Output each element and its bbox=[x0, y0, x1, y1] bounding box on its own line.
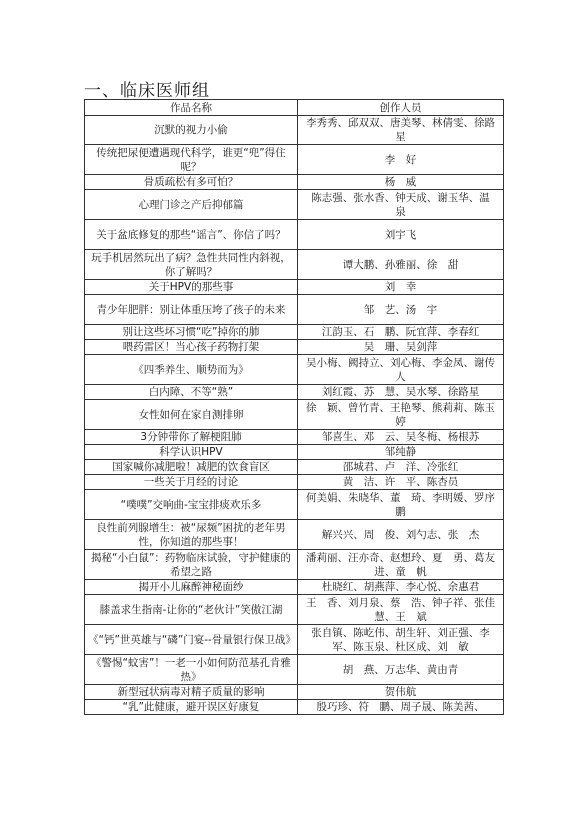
authors-cell: 邹 艺、汤 宇 bbox=[298, 295, 504, 325]
table-row bbox=[85, 685, 504, 700]
work-title-cell: 别让这些坏习惯“吃”掉你的肺 bbox=[85, 325, 298, 340]
work-title-cell: 骨质疏松有多可怕？ bbox=[85, 175, 298, 190]
work-title-cell: “噗噗”交响曲-宝宝排痰欢乐多 bbox=[85, 490, 298, 520]
authors-cell: 徐 颖、曾竹青、王艳琴、熊莉莉、陈玉婷 bbox=[298, 400, 504, 430]
work-title-cell: 关于盆底修复的那些“谣言”、你信了吗？ bbox=[85, 220, 298, 250]
table-row bbox=[85, 385, 504, 400]
table-row bbox=[85, 340, 504, 355]
table-row bbox=[85, 116, 504, 145]
table-row bbox=[85, 490, 504, 520]
table-row bbox=[85, 355, 504, 385]
table-body bbox=[85, 116, 504, 715]
work-title-cell: 《四季养生、顺势而为》 bbox=[85, 355, 298, 385]
authors-cell: 邹纯静 bbox=[298, 445, 504, 460]
authors-cell: 吴小梅、阙持立、刘心梅、李金凤、谢传人 bbox=[298, 355, 504, 385]
table-row bbox=[85, 400, 504, 430]
authors-cell: 殷巧珍、符 鹏、周子晟、陈美茜、 bbox=[298, 700, 504, 715]
table-row bbox=[85, 145, 504, 175]
table-row bbox=[85, 580, 504, 595]
work-title-cell: 新型冠状病毒对精子质量的影响 bbox=[85, 685, 298, 700]
table-row bbox=[85, 475, 504, 490]
authors-cell: 解兴兴、周 俊、刘勺志、张 杰 bbox=[298, 520, 504, 550]
column-header-authors: 创作人员 bbox=[298, 100, 504, 116]
section-title: 一、临床医师组 bbox=[84, 81, 210, 101]
work-title-cell: 揭开小儿麻醉神秘面纱 bbox=[85, 580, 298, 595]
table-header-row bbox=[85, 100, 504, 116]
table-row bbox=[85, 220, 504, 250]
authors-cell: 陈志强、张水香、钟天成、谢玉华、温 泉 bbox=[298, 190, 504, 220]
work-title-cell: 膝盖求生指南-让你的“老伙计”笑傲江湖 bbox=[85, 595, 298, 625]
authors-cell: 李 好 bbox=[298, 145, 504, 175]
table-row bbox=[85, 445, 504, 460]
table-row bbox=[85, 655, 504, 685]
work-title-cell: 一些关于月经的讨论 bbox=[85, 475, 298, 490]
works-table bbox=[84, 99, 504, 715]
work-title-cell: 良性前列腺增生：被“尿频”困扰的老年男性，你知道的那些事！ bbox=[85, 520, 298, 550]
work-title-cell: 国家喊你减肥啦！减肥的饮食盲区 bbox=[85, 460, 298, 475]
table-row bbox=[85, 175, 504, 190]
work-title-cell: 关于HPV的那些事 bbox=[85, 280, 298, 295]
authors-cell: 张自镇、陈屹伟、胡生轩、刘正强、李 军、陈玉泉、杜区成、刘 敏 bbox=[298, 625, 504, 655]
work-title-cell: 《警惕“蚊害”！一老一小如何防范基孔肯雅热》 bbox=[85, 655, 298, 685]
work-title-cell: 传统把尿便遭遇现代科学，谁更“兜”得住呢？ bbox=[85, 145, 298, 175]
table-row bbox=[85, 430, 504, 445]
table-row bbox=[85, 460, 504, 475]
authors-cell: 谭大鹏、孙雅丽、徐 甜 bbox=[298, 250, 504, 280]
authors-cell: 王 香、刘月泉、蔡 浩、钟子祥、张佳慧、王 斌 bbox=[298, 595, 504, 625]
work-title-cell: 喂药雷区！当心孩子药物打架 bbox=[85, 340, 298, 355]
table-row bbox=[85, 280, 504, 295]
work-title-cell: 心理门诊之产后抑郁篇 bbox=[85, 190, 298, 220]
authors-cell: 邵城君、卢 洋、冷张红 bbox=[298, 460, 504, 475]
work-title-cell: 揭秘“小白鼠”：药物临床试验，守护健康的希望之路 bbox=[85, 550, 298, 580]
column-header-work: 作品名称 bbox=[85, 100, 298, 116]
work-title-cell: 青少年肥胖：别让体重压垮了孩子的未来 bbox=[85, 295, 298, 325]
authors-cell: 邹喜生、邓 云、吴冬梅、杨根苏 bbox=[298, 430, 504, 445]
table-row bbox=[85, 250, 504, 280]
table-row bbox=[85, 595, 504, 625]
work-title-cell: 女性如何在家自测排卵 bbox=[85, 400, 298, 430]
authors-cell: 刘红霞、苏 慧、吴水琴、徐路星 bbox=[298, 385, 504, 400]
work-title-cell: 白内障、不等“熟” bbox=[85, 385, 298, 400]
authors-cell: 胡 燕、万志华、黄由青 bbox=[298, 655, 504, 685]
authors-cell: 杨 威 bbox=[298, 175, 504, 190]
work-title-cell: 3分钟带你了解梗阻肺 bbox=[85, 430, 298, 445]
authors-cell: 杜晓红、胡燕萍、李心悦、余惠君 bbox=[298, 580, 504, 595]
authors-cell: 黄 洁、许 平、陈杏员 bbox=[298, 475, 504, 490]
authors-cell: 刘宇飞 bbox=[298, 220, 504, 250]
table-row bbox=[85, 625, 504, 655]
authors-cell: 何美娟、朱晓华、董 琦、李明媛、罗序鹏 bbox=[298, 490, 504, 520]
table-row bbox=[85, 550, 504, 580]
authors-cell: 潘莉丽、汪亦奇、赵想玲、夏 勇、葛友进、童 帆 bbox=[298, 550, 504, 580]
work-title-cell: 沉默的视力小偷 bbox=[85, 116, 298, 145]
authors-cell: 刘 幸 bbox=[298, 280, 504, 295]
table-row bbox=[85, 190, 504, 220]
table-row bbox=[85, 295, 504, 325]
work-title-cell: “乳”此健康，避开误区好康复 bbox=[85, 700, 298, 715]
table-row bbox=[85, 520, 504, 550]
authors-cell: 吴 珊、吴剑萍 bbox=[298, 340, 504, 355]
authors-cell: 江韵玉、石 鹏、阮宜萍、李春红 bbox=[298, 325, 504, 340]
work-title-cell: 玩手机居然玩出了病？急性共同性内斜视，你了解吗？ bbox=[85, 250, 298, 280]
authors-cell: 贺伟航 bbox=[298, 685, 504, 700]
work-title-cell: 《“钙”世英雄与“磷”门宴--骨量银行保卫战》 bbox=[85, 625, 298, 655]
work-title-cell: 科学认识HPV bbox=[85, 445, 298, 460]
table-row bbox=[85, 700, 504, 715]
table-row bbox=[85, 325, 504, 340]
authors-cell: 李秀秀、邱双双、唐美琴、林倩雯、徐路星 bbox=[298, 116, 504, 145]
